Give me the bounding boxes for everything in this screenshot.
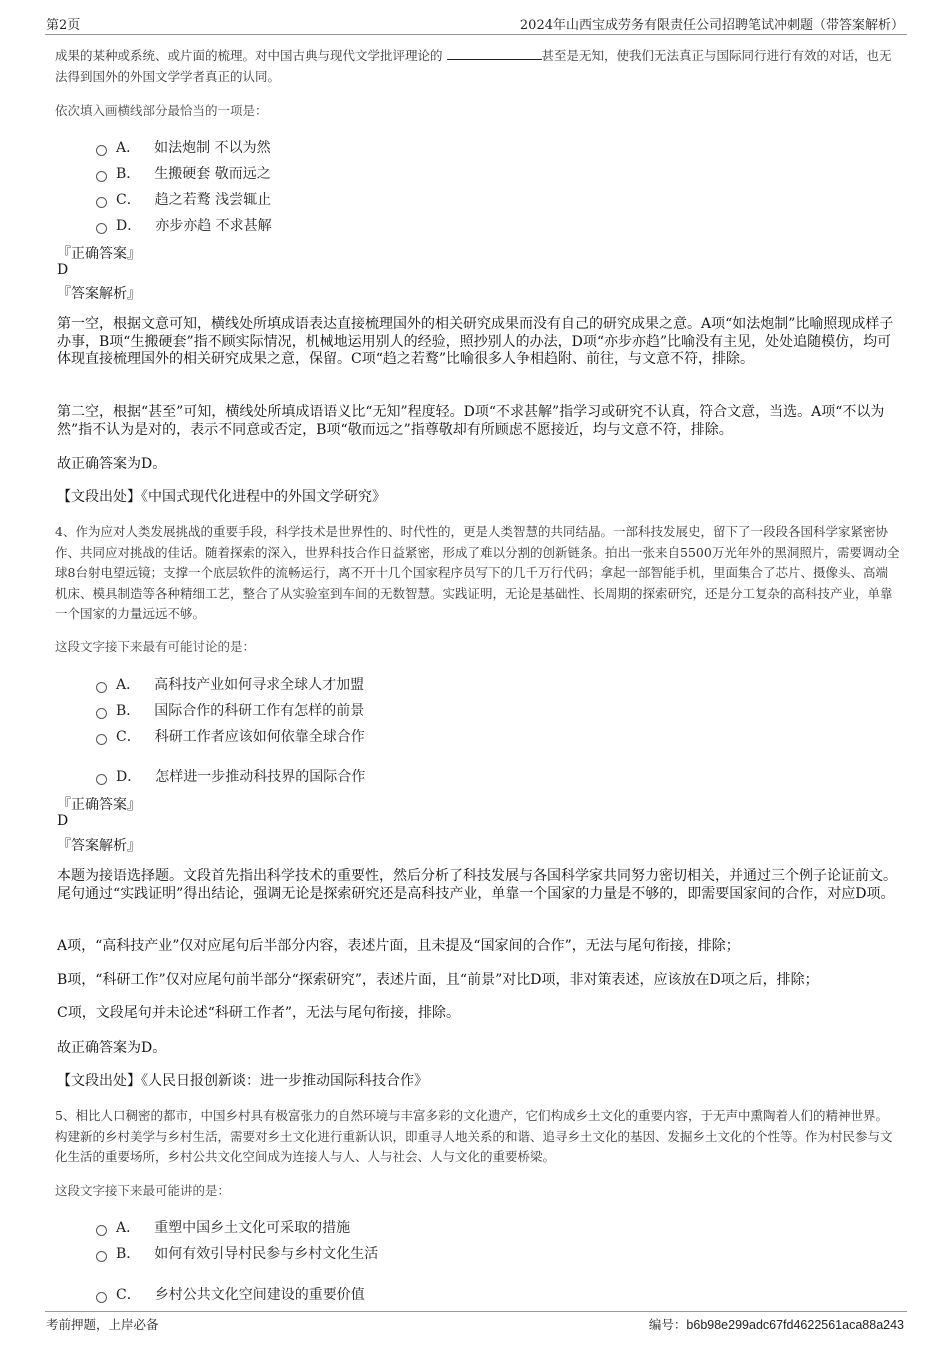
q5-option-b[interactable]: B． 如何有效引导村民参与乡村文化生活 (96, 1243, 378, 1263)
fill-blank (447, 47, 542, 60)
radio-icon[interactable] (96, 734, 107, 745)
question-3-text: 成果的某种或系统、或片面的梳理。对中国古典与现代文学批评理论的 甚至是无知，使我们无法真正与国际同行进行有效的对话，也无法得到国外的外国文学学者真正的认同。 (55, 48, 892, 84)
document-title: 2024年山西宝成劳务有限责任公司招聘笔试冲刺题（带答案解析） (519, 18, 904, 33)
q3-analysis-paragraph: 第二空，根据“甚至”可知，横线处所填成语语义比“无知”程度轻。D项“不求甚解”指学习或研究不认真，符合文意，当选。A项“不以为然”指不认为是对的，表示不同意或否定，B项“敬而远之”指尊敬却有所顾虑不愿接近，均与文意不符，排除。 (57, 404, 885, 438)
radio-icon[interactable] (96, 171, 107, 182)
header-divider (45, 34, 907, 35)
q4-answer: D (57, 813, 69, 829)
q3-option-c[interactable]: C． 趋之若鹜 浅尝辄止 (96, 189, 271, 209)
footer-slogan: 考前押题，上岸必备 (46, 1317, 159, 1332)
radio-icon[interactable] (96, 223, 107, 234)
footer-divider (45, 1311, 907, 1312)
radio-icon[interactable] (96, 197, 107, 208)
footer-code: 编号：b6b98e299adc67fd4622561aca88a243 (648, 1317, 904, 1332)
q3-answer-label: 『正确答案』 (57, 246, 141, 262)
question-3-prompt: 依次填入画横线部分最恰当的一项是： (55, 103, 268, 118)
q3-source: 【文段出处】《中国式现代化进程中的外国文学研究》 (57, 489, 386, 505)
question-5-text: 5、相比人口稠密的都市，中国乡村具有极富张力的自然环境与丰富多彩的文化遗产，它们构成乡土文化的重要内容，于无声中熏陶着人们的精神世界。构建新的乡村美学与乡村生活，需要对乡土文化进行重新认识，即重寻人地关系的和谐、追寻乡土文化的基因、发掘乡土文化的个性等。作为村民参与文化生活的重要场所，乡村公共文化空间成为连接人与人、人与社会、人与文化的重要桥梁。 (55, 1108, 893, 1164)
page-number: 第2页 (46, 18, 81, 33)
q4-analysis-paragraph: C项，文段尾句并未论述“科研工作者”，无法与尾句衔接，排除。 (57, 1005, 461, 1021)
q4-option-a[interactable]: A． 高科技产业如何寻求全球人才加盟 (96, 674, 364, 694)
q4-option-c[interactable]: C． 科研工作者应该如何依靠全球合作 (96, 726, 365, 746)
q3-analysis-paragraph: 第一空，根据文意可知，横线处所填成语表达直接梳理国外的相关研究成果而没有自己的研究成果之意。A项“如法炮制”比喻照现成样子办事，B项“生搬硬套”指不顾实际情况，机械地运用别人的经验，照抄别人的办法，D项“亦步亦趋”比喻没有主见，处处追随模仿，均可体现直接梳理国外的相关研究成果之意，保留。C项“趋之若鹜”比喻很多人争相趋附、前往，与文意不符，排除。 (57, 316, 894, 367)
q3-option-a[interactable]: A． 如法炮制 不以为然 (96, 137, 271, 157)
q3-analysis-label: 『答案解析』 (57, 286, 141, 302)
q4-source: 【文段出处】《人民日报创新谈：进一步推动国际科技合作》 (57, 1073, 428, 1089)
q5-option-c[interactable]: C． 乡村公共文化空间建设的重要价值 (96, 1284, 365, 1304)
q4-conclusion: 故正确答案为D。 (57, 1040, 167, 1056)
radio-icon[interactable] (96, 682, 107, 693)
radio-icon[interactable] (96, 774, 107, 785)
radio-icon[interactable] (96, 1292, 107, 1303)
q3-answer: D (57, 262, 69, 278)
q4-analysis-label: 『答案解析』 (57, 838, 141, 854)
q3-conclusion: 故正确答案为D。 (57, 456, 167, 472)
radio-icon[interactable] (96, 1225, 107, 1236)
question-4-prompt: 这段文字接下来最有可能讨论的是： (55, 639, 256, 654)
q3-option-d[interactable]: D． 亦步亦趋 不求甚解 (96, 215, 272, 235)
question-4-text: 4、作为应对人类发展挑战的重要手段，科学技术是世界性的、时代性的，更是人类智慧的共同结晶。一部科技发展史，留下了一段段各国科学家紧密协作、共同应对挑战的佳话。随着探索的深入，世界科技合作日益紧密，形成了难以分割的创新链条。拍出一张来自5500万光年外的黑洞照片，需要调动全球8台射电望远镜；支撑一个底层软件的流畅运行，离不开十几个国家程序员写下的几千万行代码；拿起一部智能手机，里面集合了芯片、摄像头、高端机床、模具制造等各种精细工艺，整合了从实验室到车间的无数智慧。实践证明，无论是基础性、长周期的探索研究，还是分工复杂的高科技产业，单靠一个国家的力量远远不够。 (55, 524, 900, 621)
q4-option-d[interactable]: D． 怎样进一步推动科技界的国际合作 (96, 766, 365, 786)
radio-icon[interactable] (96, 708, 107, 719)
q4-analysis-paragraph: B项，“科研工作”仅对应尾句前半部分“探索研究”，表述片面，且“前景”对比D项，非对策表述，应该放在D项之后，排除； (57, 972, 819, 988)
q4-answer-label: 『正确答案』 (57, 797, 141, 813)
radio-icon[interactable] (96, 1251, 107, 1262)
q4-option-b[interactable]: B． 国际合作的科研工作有怎样的前景 (96, 700, 364, 720)
q4-analysis-paragraph: A项，“高科技产业”仅对应尾句后半部分内容，表述片面，且未提及“国家间的合作”，无法与尾句衔接，排除； (57, 938, 740, 954)
q4-analysis-paragraph: 本题为接语选择题。文段首先指出科学技术的重要性，然后分析了科技发展与各国科学家共同努力密切相关，并通过三个例子论证前文。尾句通过“实践证明”得出结论，强调无论是探索研究还是高科技产业，单靠一个国家的力量是不够的，即需要国家间的合作，对应D项。 (57, 868, 897, 902)
q5-option-a[interactable]: A． 重塑中国乡土文化可采取的措施 (96, 1217, 350, 1237)
q3-option-b[interactable]: B． 生搬硬套 敬而远之 (96, 163, 271, 183)
question-5-prompt: 这段文字接下来最可能讲的是： (55, 1183, 231, 1198)
radio-icon[interactable] (96, 145, 107, 156)
